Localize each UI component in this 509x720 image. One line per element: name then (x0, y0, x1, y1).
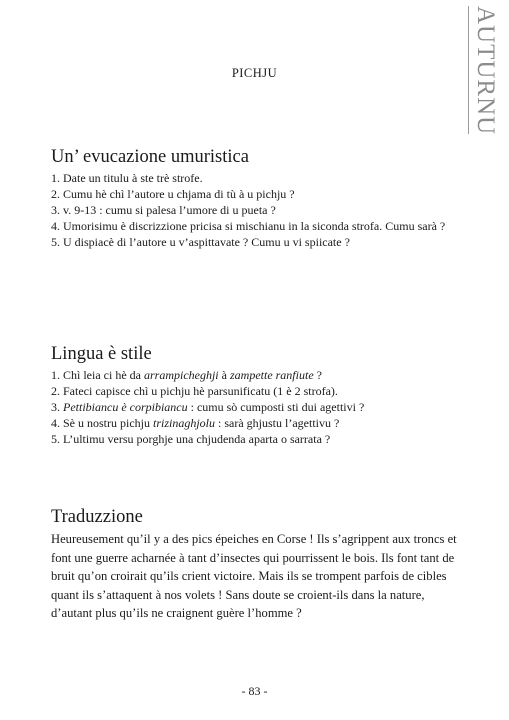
question-text: Chì leia ci hè da (63, 368, 144, 382)
italic-term: arrampicheghji (143, 368, 219, 382)
question-item (51, 431, 463, 447)
question-number: 1. (51, 171, 63, 185)
section-traduzzione (51, 506, 463, 623)
section-lingua (51, 343, 463, 447)
question-text: Fateci capisce chì u pichju hè parsunificatu (1 è 2 strofa). (63, 384, 338, 398)
question-list (51, 367, 463, 447)
italic-term: trizinaghjolu (153, 416, 216, 430)
translation-text: Heureusement qu’il y a des pics épeiches en Corse ! Ils s’agrippent aux troncs et font une guerre acharnée à tant d’insectes qui pourrissent le bois. Ils font tant de bruit qu’on croirait qu’ils crient victoire. Mais ils se trompent parfois de cibles quant ils s’attaquent à nos volets ! Sans doute se croient-ils dans la nature, d’autant plus qu’ils ne craignent guère l’homme ? (51, 532, 457, 620)
question-text: ? (313, 368, 322, 382)
question-list (51, 170, 463, 250)
question-text: Date un titulu à ste trè strofe. (63, 171, 203, 185)
italic-term: zampette ranfiute (229, 368, 314, 382)
question-text: L’ultimu versu porghje una chjudenda aparta o sarrata ? (63, 432, 331, 446)
question-number: 3. (51, 203, 63, 217)
question-item (51, 234, 463, 250)
question-item (51, 186, 463, 202)
question-number: 5. (51, 432, 63, 446)
side-tab-label: AUTURNU (472, 6, 499, 136)
question-text: U dispiacè di l’autore u v’aspittavate ? Cumu u vi spiicate ? (63, 235, 350, 249)
page-header: PICHJU (231, 66, 278, 80)
question-text: : sarà ghjustu l’agettivu ? (215, 416, 340, 430)
question-item (51, 170, 463, 186)
italic-term: Pettibiancu è corpibiancu (63, 400, 188, 414)
question-text: Cumu hè chì l’autore u chjama di tù à u pichju ? (63, 187, 295, 201)
question-item (51, 367, 463, 383)
question-number: 2. (51, 384, 63, 398)
question-number: 4. (51, 219, 63, 233)
question-text: à (218, 368, 230, 382)
question-item (51, 202, 463, 218)
question-number: 2. (51, 187, 63, 201)
question-item (51, 415, 463, 431)
question-text: Sè u nostru pichju (63, 416, 153, 430)
question-number: 3. (51, 400, 63, 414)
page-number: - 83 - (241, 684, 268, 698)
section-evucazione (51, 146, 463, 250)
question-text: Umorisimu è discrizzione pricisa si mischianu in la siconda strofa. Cumu sarà ? (63, 219, 446, 233)
question-text: v. 9-13 : cumu si palesa l’umore di u pueta ? (63, 203, 276, 217)
question-number: 4. (51, 416, 63, 430)
question-item (51, 383, 463, 399)
question-number: 5. (51, 235, 63, 249)
section-title: Traduzzione (51, 507, 143, 527)
section-title: Un’ evucazione umuristica (51, 147, 249, 167)
question-text: : cumu sò cumposti sti dui agettivi ? (187, 400, 365, 414)
question-item (51, 399, 463, 415)
question-item (51, 218, 463, 234)
section-title: Lingua è stile (51, 344, 152, 364)
question-number: 1. (51, 368, 63, 382)
